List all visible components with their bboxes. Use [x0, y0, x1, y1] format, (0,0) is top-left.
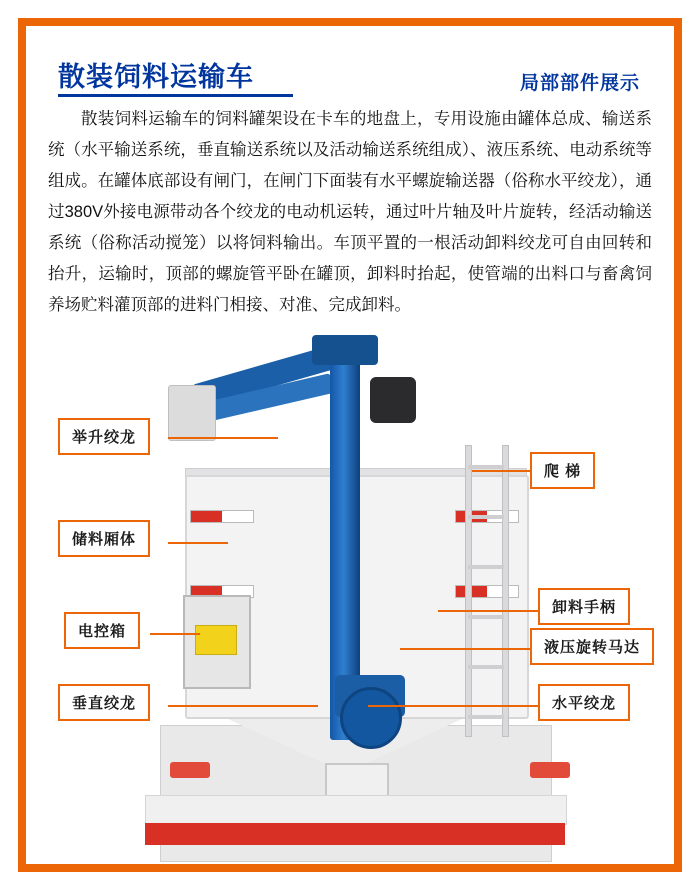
ladder-rail	[502, 445, 509, 737]
callout-ladder: 爬 梯	[530, 452, 595, 489]
warning-label-icon	[195, 625, 237, 655]
page-border-top	[18, 18, 682, 26]
callout-vertical-auger: 垂直绞龙	[58, 684, 150, 721]
auger-outlet	[168, 385, 216, 441]
hydraulic-rotation-motor-unit	[370, 377, 416, 423]
page-subtitle: 局部部件展示	[519, 73, 640, 94]
body-paragraph: 散装饲料运输车的饲料罐架设在卡车的地盘上，专用设施由罐体总成、输送系统（水平输送系统，垂直输送系统以及活动输送系统组成）、液压系统、电动系统等组成。在罐体底部设有闸门，在闸门下面装有水平螺旋输送器（俗称水平绞龙），通过380V外接电源带动各个绞龙的电动机运转，通过叶片轴及叶片旋转，经活动输送系统（俗称活动搅笼）以将饲料输出。车顶平置的一根活动卸料绞龙可自由回转和抬升，运输时，顶部的螺旋管平卧在罐顶，卸料时抬起，使管端的出料口与畜禽饲养场贮料灌顶部的进料门相接、对准、完成卸料。	[48, 110, 652, 314]
callout-hydraulic-motor: 液压旋转马达	[530, 628, 654, 665]
leader-line-control-box	[150, 633, 200, 635]
leader-line-horizontal-auger	[368, 705, 538, 707]
ladder-step	[468, 465, 504, 469]
page-border-left	[18, 18, 26, 872]
access-ladder	[465, 445, 507, 735]
leader-line-lifting-auger	[168, 437, 278, 439]
callout-lifting-auger: 举升绞龙	[58, 418, 150, 455]
callout-horizontal-auger: 水平绞龙	[538, 684, 630, 721]
tail-light	[530, 762, 570, 778]
tail-light	[170, 762, 210, 778]
leader-line-ladder	[472, 470, 530, 472]
ladder-step	[468, 715, 504, 719]
ladder-step	[468, 565, 504, 569]
callout-control-box: 电控箱	[64, 612, 140, 649]
ladder-step	[468, 615, 504, 619]
leader-line-hydraulic-motor	[400, 648, 530, 650]
title-underline	[58, 94, 293, 97]
horizontal-auger-drive	[340, 687, 402, 749]
page-title: 散装饲料运输车	[58, 62, 254, 92]
page-border-bottom	[18, 864, 682, 872]
callout-discharge-handle: 卸料手柄	[538, 588, 630, 625]
reflective-strip	[190, 510, 254, 523]
callout-storage-body: 储料厢体	[58, 520, 150, 557]
leader-line-storage-body	[168, 542, 228, 544]
ladder-step	[468, 665, 504, 669]
leader-line-discharge-handle	[438, 610, 538, 612]
ladder-rail	[465, 445, 472, 737]
mast-head	[312, 335, 378, 365]
truck-illustration	[40, 325, 660, 835]
rear-bumper-panel	[145, 795, 567, 825]
rear-bumper-reflective	[145, 823, 565, 845]
page-border-right	[674, 18, 682, 872]
leader-line-vertical-auger	[168, 705, 318, 707]
ladder-step	[468, 515, 504, 519]
